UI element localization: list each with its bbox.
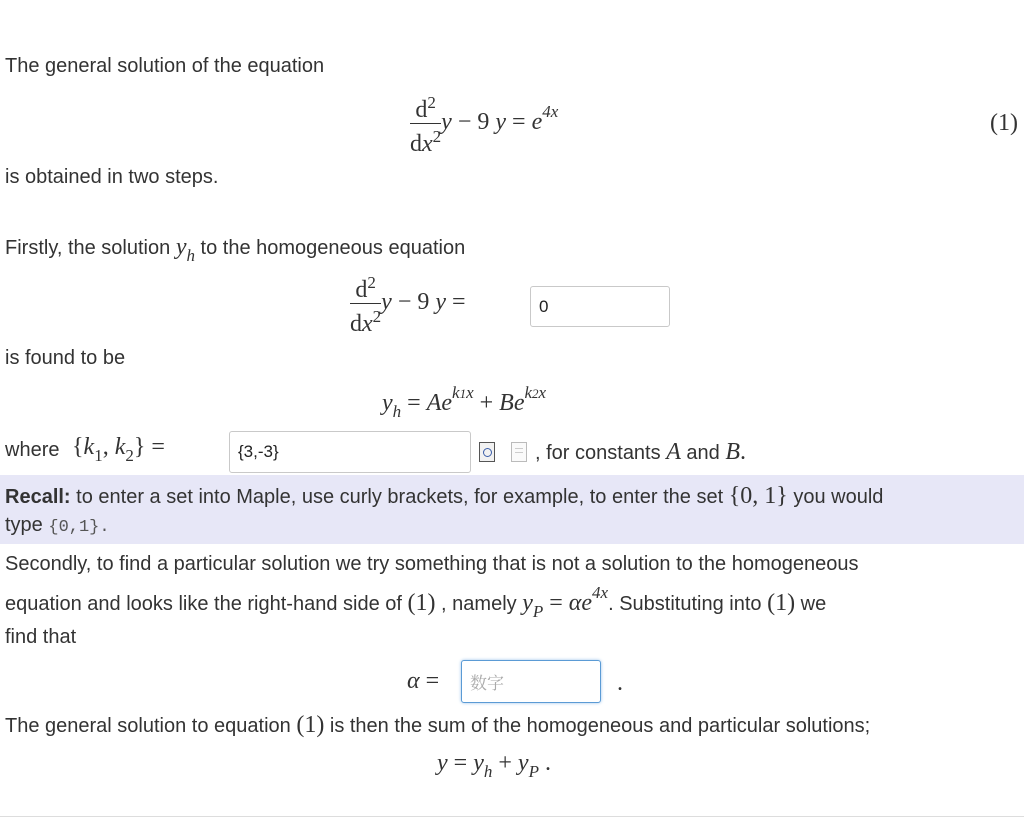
document-icon[interactable] bbox=[511, 442, 527, 462]
recall-code: {0,1} bbox=[48, 518, 100, 537]
where-text: where bbox=[5, 439, 60, 461]
recall-you-would: you would bbox=[793, 486, 884, 508]
intro-text: The general solution of the equation bbox=[5, 55, 325, 77]
secondly-2d: we bbox=[800, 593, 827, 615]
obtained-text: is obtained in two steps. bbox=[5, 166, 219, 188]
alpha-placeholder: 数字 bbox=[470, 674, 504, 693]
alpha-period: . bbox=[617, 670, 623, 696]
alpha-input[interactable] bbox=[461, 660, 601, 703]
secondly-2c: . Substituting into bbox=[608, 593, 762, 615]
general-line: The general solution to equation (1) is then the sum of the homogeneous and particular solutions; bbox=[5, 712, 871, 738]
homogeneous-rhs-value: 0 bbox=[539, 296, 549, 316]
constants-label: , for constants bbox=[535, 442, 661, 464]
main-equation: $\frac{d^2}{dx^2}$ y − 9 $y = e^{4x}$ bbox=[410, 90, 558, 157]
firstly-label-a: Firstly, the solution bbox=[5, 237, 171, 259]
secondly-line-1: Secondly, to find a particular solution we try something that is not a solution to the homogeneous bbox=[5, 553, 859, 575]
equation-number: (1) bbox=[990, 110, 1018, 136]
secondly-line-3: find that bbox=[5, 626, 77, 648]
general-b: is then the sum of the homogeneous and particular solutions; bbox=[329, 715, 871, 737]
constants-text: , for constants A and B. bbox=[535, 439, 747, 465]
constants-and: and bbox=[686, 442, 720, 464]
homogeneous-solution: $y_h = Ae^{k1x} + Be^{k2x}$ bbox=[382, 383, 547, 421]
found-text: is found to be bbox=[5, 347, 126, 369]
firstly-text: Firstly, the solution $y_h$ to the homogeneous equation bbox=[5, 234, 466, 265]
alpha-label: α = bbox=[407, 668, 440, 694]
recall-line-2: type {0,1}. bbox=[5, 514, 110, 537]
k-set-expression: {$k_1$, $k_2$} = bbox=[72, 434, 165, 465]
k-set-input[interactable] bbox=[229, 431, 471, 473]
bottom-divider bbox=[0, 816, 1024, 817]
homogeneous-equation: $\frac{d^2}{dx^2}$ y − 9 y = bbox=[350, 270, 466, 337]
preview-icon[interactable] bbox=[479, 442, 495, 462]
firstly-label-b: to the homogeneous equation bbox=[200, 237, 466, 259]
secondly-2b: , namely bbox=[441, 593, 517, 615]
k-set-value: {3,-3} bbox=[238, 442, 279, 461]
homogeneous-rhs-input[interactable] bbox=[530, 286, 670, 327]
secondly-2a: equation and looks like the right-hand side of bbox=[5, 593, 402, 615]
general-solution: $y = y_h + y_P$ . bbox=[437, 750, 551, 781]
general-a: The general solution to equation bbox=[5, 715, 291, 737]
recall-type: type bbox=[5, 514, 43, 536]
recall-text: to enter a set into Maple, use curly brackets, for example, to enter the set bbox=[76, 486, 724, 508]
recall-bold: Recall: bbox=[5, 486, 71, 508]
recall-line-1: Recall: to enter a set into Maple, use curly brackets, for example, to enter the set {0, 1} you would bbox=[5, 483, 884, 509]
secondly-line-2: equation and looks like the right-hand side of (1) , namely $y_P = \alpha e^{4x}$. Substituting into (1) we bbox=[5, 583, 827, 621]
